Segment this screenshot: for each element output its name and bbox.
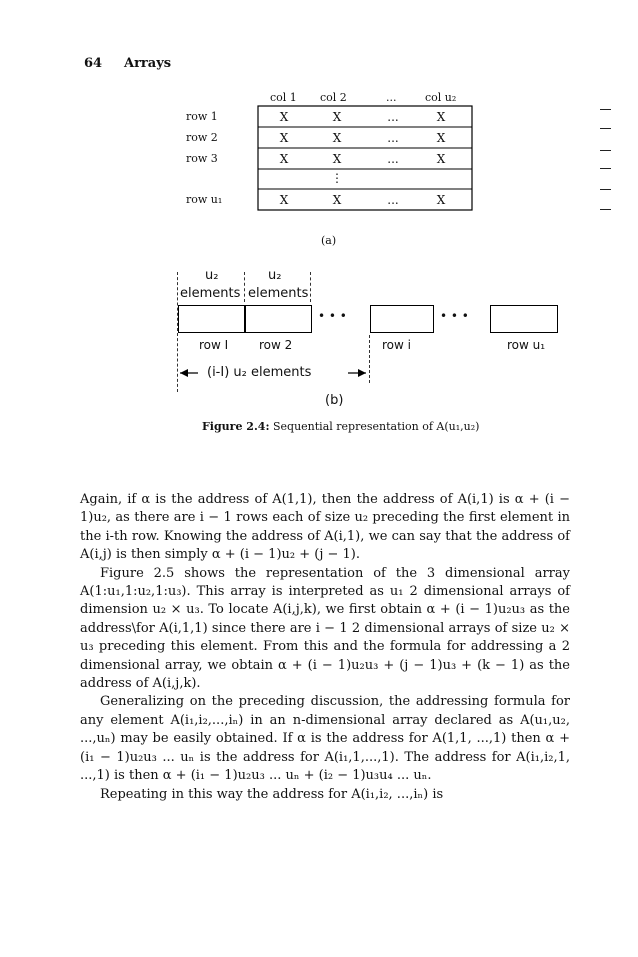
u2-label-2: u₂ (268, 268, 282, 283)
elements-label-1: elements (180, 286, 241, 301)
cell-r2-cu2: X (436, 131, 446, 145)
caption-text: Sequential representation of A(u₁,u₂) (273, 420, 480, 433)
cell-r2-c2: X (332, 131, 342, 145)
cell-r1-c1: X (279, 110, 289, 124)
span-label: (i-I) u₂ elements (207, 365, 312, 380)
paragraph-1: Again, if α is the address of A(1,1), then the address of A(i,1) is α + (i − 1)u₂, as there are i − 1 rows each of size u₂ preceding the first element in the i-th row. Knowing the address of A(i,1), we can say that the address of A(i,j) is then simply α + (i − 1)u₂ + (j − 1). (80, 492, 570, 563)
row-label-2: row 2 (186, 131, 218, 144)
u2-label-1: u₂ (205, 268, 219, 283)
cell-r3-c2: X (332, 152, 342, 166)
col-header-u2: col u₂ (425, 91, 457, 104)
col-header-ellipsis: ... (386, 91, 397, 104)
row-label-3: row 3 (186, 152, 218, 165)
cell-r2-ellipsis: ... (387, 131, 399, 145)
cell-r3-ellipsis: ... (387, 152, 399, 166)
paragraph-4: Repeating in this way the address for A(i₁,i₂, ...,iₙ) is (100, 786, 444, 802)
cell-ru1-cu2: X (436, 193, 446, 207)
cell-ru1-c2: X (332, 193, 342, 207)
paragraph-2: Figure 2.5 shows the representation of the 3 dimensional array A(1:u₁,1:u₂,1:u₃). This array is interpreted as u₁ 2 dimensional arrays of dimension u₂ × u₃. To locate A(i,j,k), we first obtain α + (i − 1)u₂u₃ as the address\for A(i,1,1) since there are i − 1 2 dimensional arrays of size u₂ × u₃ preceding this element. From this and the formula for addressing a 2 dimensional array, we obtain α + (i − 1)u₂u₃ + (j − 1)u₃ + (k − 1) as the address of A(i,j,k). (80, 565, 570, 692)
cell-r2-c1: X (279, 131, 289, 145)
chapter-title: Arrays (124, 56, 172, 71)
vertical-ellipsis: ⋮ (331, 171, 343, 185)
fig-a-sublabel: (a) (321, 234, 337, 247)
row-label-b-i: row i (382, 338, 411, 352)
cell-r1-cu2: X (436, 110, 446, 124)
row-label-u1: row u₁ (186, 193, 223, 206)
cell-r1-c2: X (332, 110, 342, 124)
col-header-1: col 1 (270, 91, 297, 104)
col-header-2: col 2 (320, 91, 347, 104)
cell-r1-ellipsis: ... (387, 110, 399, 124)
cell-ru1-ellipsis: ... (387, 193, 399, 207)
caption-label: Figure 2.4: (202, 420, 270, 433)
ellipsis-1: • • • (318, 309, 347, 323)
fig-b-sublabel: (b) (325, 393, 344, 408)
cell-r3-c1: X (279, 152, 289, 166)
row-label-b-2: row 2 (259, 338, 293, 352)
row-label-b-u1: row u₁ (507, 338, 546, 352)
body-text (80, 491, 570, 804)
ellipsis-2: • • • (440, 309, 469, 323)
row-label-b-1: row I (199, 338, 229, 352)
figure-caption (202, 420, 479, 433)
elements-label-2: elements (248, 286, 309, 301)
cell-ru1-c1: X (279, 193, 289, 207)
page-number: 64 (84, 56, 103, 71)
row-label-1: row 1 (186, 110, 218, 123)
paragraph-3: Generalizing on the preceding discussion, the addressing formula for any element A(i₁,i₂,...,iₙ) in an n-dimensional array declared as A(u₁,u₂, ...,uₙ) may be easily obtained. If α is the address for A(1,1, ...,1) then α + (i₁ − 1)u₂u₃ ... uₙ is the address for A(i₁,1,...,1). The address for A(i₁,i₂,1, ...,1) is then α + (i₁ − 1)u₂u₃ ... uₙ + (i₂ − 1)u₃u₄ ... uₙ. (80, 694, 570, 784)
cell-r3-cu2: X (436, 152, 446, 166)
